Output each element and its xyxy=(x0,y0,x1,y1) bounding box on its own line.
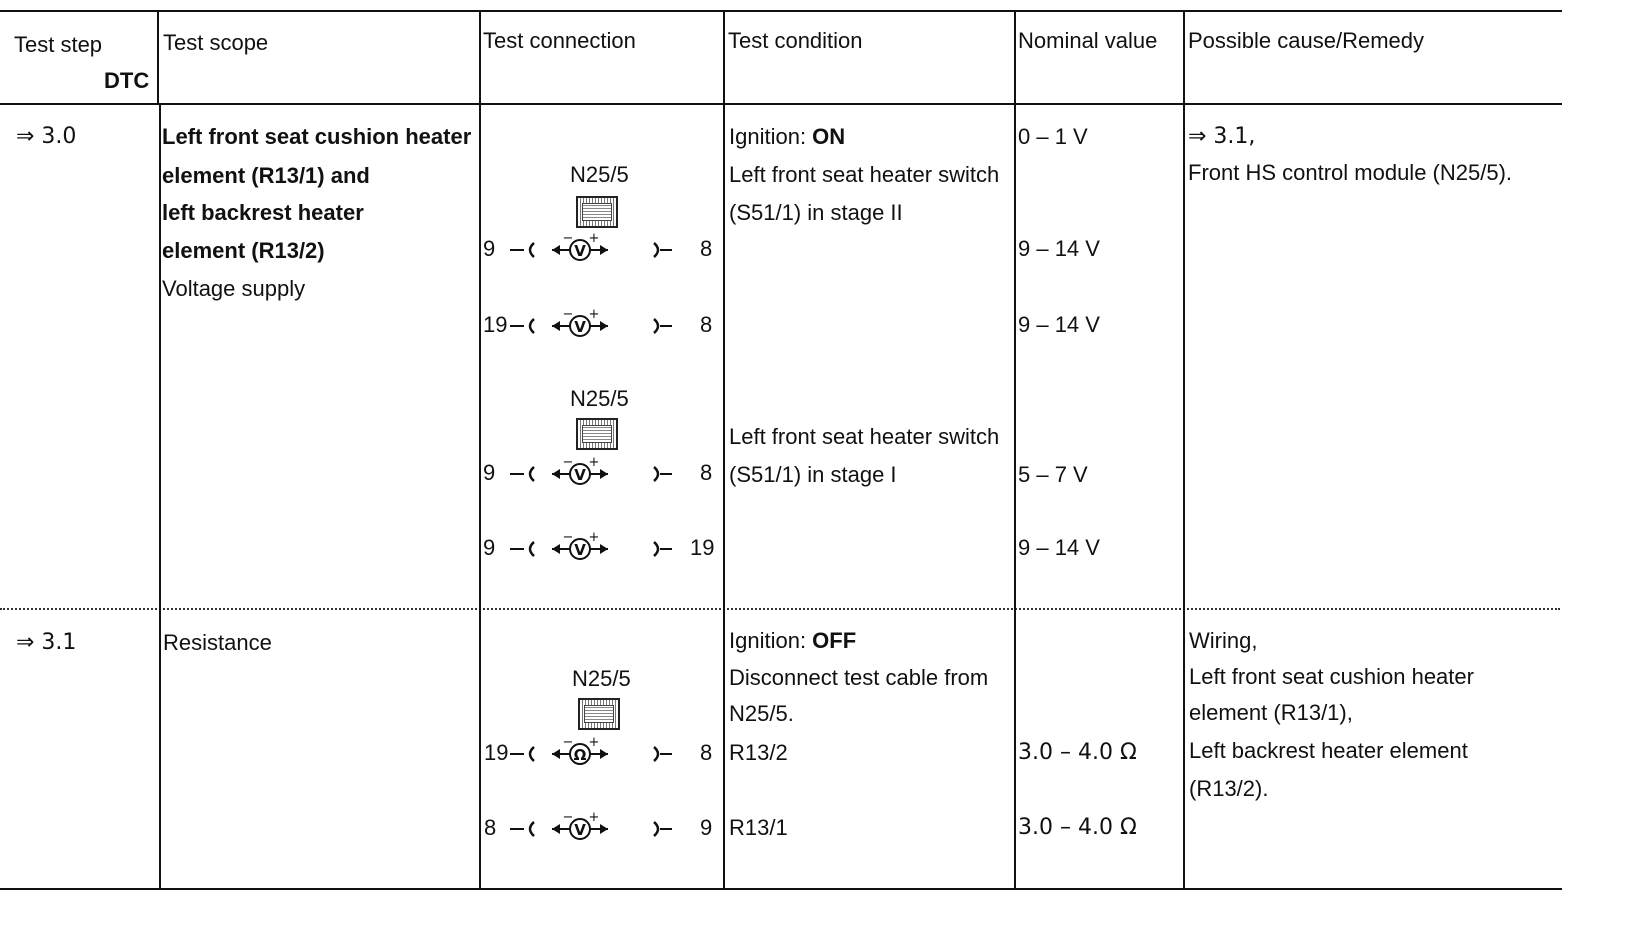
scope-line: left backrest heater xyxy=(162,200,364,225)
nominal-value: 9 – 14 V xyxy=(1018,535,1100,560)
arrow-head-right xyxy=(600,245,608,255)
plug-right xyxy=(654,822,658,836)
meter-graphic xyxy=(508,811,668,845)
control-module-icon xyxy=(578,698,620,730)
col-divider-4 xyxy=(1014,12,1016,890)
cause-line: Left backrest heater element xyxy=(1189,738,1468,763)
pin-right: 8 xyxy=(700,312,713,337)
meter-plus: + xyxy=(588,307,600,322)
plug-right xyxy=(654,319,658,333)
condition-line: Left front seat heater switch xyxy=(729,162,1000,187)
header-test-connection: Test connection xyxy=(483,28,636,53)
plug-left xyxy=(530,747,534,761)
nominal-value: 9 – 14 V xyxy=(1018,312,1100,337)
pin-right: 19 xyxy=(690,535,715,560)
arrow-head-right xyxy=(600,469,608,479)
pin-left: 8 xyxy=(484,815,497,840)
meter-symbol: V xyxy=(574,242,586,260)
nominal-value: 3.0 – 4.0 Ω xyxy=(1018,740,1137,765)
meter-minus: − xyxy=(562,455,574,470)
plug-left xyxy=(530,542,534,556)
condition-line: N25/5. xyxy=(729,701,794,726)
meter-symbol: V xyxy=(574,821,586,839)
arrow-head-left xyxy=(552,245,560,255)
row-separator xyxy=(0,608,1560,610)
meter-symbol: V xyxy=(574,541,586,559)
top-rule xyxy=(0,10,1562,12)
module-label-n25-5: N25/5 xyxy=(570,386,629,411)
meter-minus: − xyxy=(562,735,574,750)
arrow-head-left xyxy=(552,824,560,834)
nominal-value: 3.0 – 4.0 Ω xyxy=(1018,815,1137,840)
meter-plus: + xyxy=(588,231,600,246)
meter-plus: + xyxy=(588,810,600,825)
ignition-label: Ignition: xyxy=(729,628,813,653)
cause-line: ⇒ 3.1, xyxy=(1188,124,1256,149)
arrow-head-right xyxy=(600,544,608,554)
cause-line: (R13/2). xyxy=(1189,776,1269,801)
module-label-n25-5: N25/5 xyxy=(570,162,629,187)
pin-right: 8 xyxy=(700,236,713,261)
pin-left: 19 xyxy=(484,740,509,765)
meter-plus: + xyxy=(588,735,600,750)
meter-graphic xyxy=(508,456,668,490)
col-divider-3 xyxy=(723,12,725,890)
arrow-head-right xyxy=(600,824,608,834)
nominal-value: 0 – 1 V xyxy=(1018,124,1088,149)
meter-minus: − xyxy=(562,307,574,322)
pin-left: 9 xyxy=(483,535,496,560)
arrow-head-right xyxy=(600,321,608,331)
bottom-rule xyxy=(0,888,1562,890)
pin-left: 9 xyxy=(483,236,496,261)
scope-resistance: Resistance xyxy=(163,630,272,655)
meter-symbol: V xyxy=(574,318,586,336)
voltmeter-icon xyxy=(508,531,668,565)
arrow-head-left xyxy=(552,544,560,554)
nominal-value: 5 – 7 V xyxy=(1018,462,1088,487)
scope-line: element (R13/1) and xyxy=(162,163,370,188)
control-module-icon xyxy=(576,196,618,228)
ignition-condition xyxy=(729,124,845,150)
arrow-head-left xyxy=(552,749,560,759)
pin-left: 9 xyxy=(483,460,496,485)
scope-line: Left front seat cushion heater xyxy=(162,124,472,149)
header-possible-cause: Possible cause/Remedy xyxy=(1188,28,1425,53)
condition-line: Disconnect test cable from xyxy=(729,665,989,690)
voltmeter-icon xyxy=(508,811,668,845)
condition-line: Left front seat heater switch xyxy=(729,424,1000,449)
plug-right xyxy=(654,467,658,481)
meter-plus: + xyxy=(588,530,600,545)
meter-plus: + xyxy=(588,455,600,470)
scope-line: element (R13/2) xyxy=(162,238,325,263)
cause-line: Front HS control module (N25/5). xyxy=(1188,160,1513,185)
meter-minus: − xyxy=(562,530,574,545)
scope-voltage-supply: Voltage supply xyxy=(162,276,306,301)
header-dtc: DTC xyxy=(104,68,150,93)
arrow-head-left xyxy=(552,469,560,479)
module-label-n25-5: N25/5 xyxy=(572,666,631,691)
meter-symbol: V xyxy=(574,466,586,484)
ignition-condition xyxy=(729,628,856,654)
voltmeter-icon xyxy=(508,308,668,342)
plug-left xyxy=(530,319,534,333)
ignition-value: OFF xyxy=(812,628,857,653)
plug-left xyxy=(530,243,534,257)
col-divider-2 xyxy=(479,12,481,890)
pin-right: 9 xyxy=(700,815,713,840)
header-test-step: Test step xyxy=(14,32,103,57)
step-3-1: ⇒ 3.1 xyxy=(16,630,77,655)
plug-right xyxy=(654,243,658,257)
plug-right xyxy=(654,542,658,556)
plug-left xyxy=(530,467,534,481)
col-divider-1-body xyxy=(159,105,161,890)
plug-left xyxy=(530,822,534,836)
meter-symbol: Ω xyxy=(573,746,587,764)
col-divider-5 xyxy=(1183,12,1185,890)
condition-line: (S51/1) in stage I xyxy=(729,462,897,487)
header-test-scope: Test scope xyxy=(163,30,269,55)
pin-right: 8 xyxy=(700,740,713,765)
meter-graphic xyxy=(508,308,668,342)
pin-left: 19 xyxy=(483,312,508,337)
condition-line: R13/2 xyxy=(729,740,788,765)
voltmeter-icon xyxy=(508,456,668,490)
meter-graphic xyxy=(508,232,668,266)
pin-right: 8 xyxy=(700,460,713,485)
cause-line: Left front seat cushion heater xyxy=(1189,664,1474,689)
meter-minus: − xyxy=(562,231,574,246)
meter-graphic xyxy=(508,736,668,770)
arrow-head-left xyxy=(552,321,560,331)
cause-line: Wiring, xyxy=(1189,628,1258,653)
col-divider-1 xyxy=(157,12,159,103)
meter-graphic xyxy=(508,531,668,565)
header-test-condition: Test condition xyxy=(728,28,863,53)
nominal-value: 9 – 14 V xyxy=(1018,236,1100,261)
meter-minus: − xyxy=(562,810,574,825)
control-module-icon xyxy=(576,418,618,450)
header-nominal-value: Nominal value xyxy=(1018,28,1158,53)
ignition-value: ON xyxy=(812,124,846,149)
ohmmeter-icon xyxy=(508,736,668,770)
ignition-label: Ignition: xyxy=(729,124,813,149)
condition-line: R13/1 xyxy=(729,815,788,840)
voltmeter-icon xyxy=(508,232,668,266)
arrow-head-right xyxy=(600,749,608,759)
plug-right xyxy=(654,747,658,761)
header-rule xyxy=(0,103,1562,105)
cause-line: element (R13/1), xyxy=(1189,700,1353,725)
step-3-0: ⇒ 3.0 xyxy=(16,124,77,149)
condition-line: (S51/1) in stage II xyxy=(729,200,903,225)
